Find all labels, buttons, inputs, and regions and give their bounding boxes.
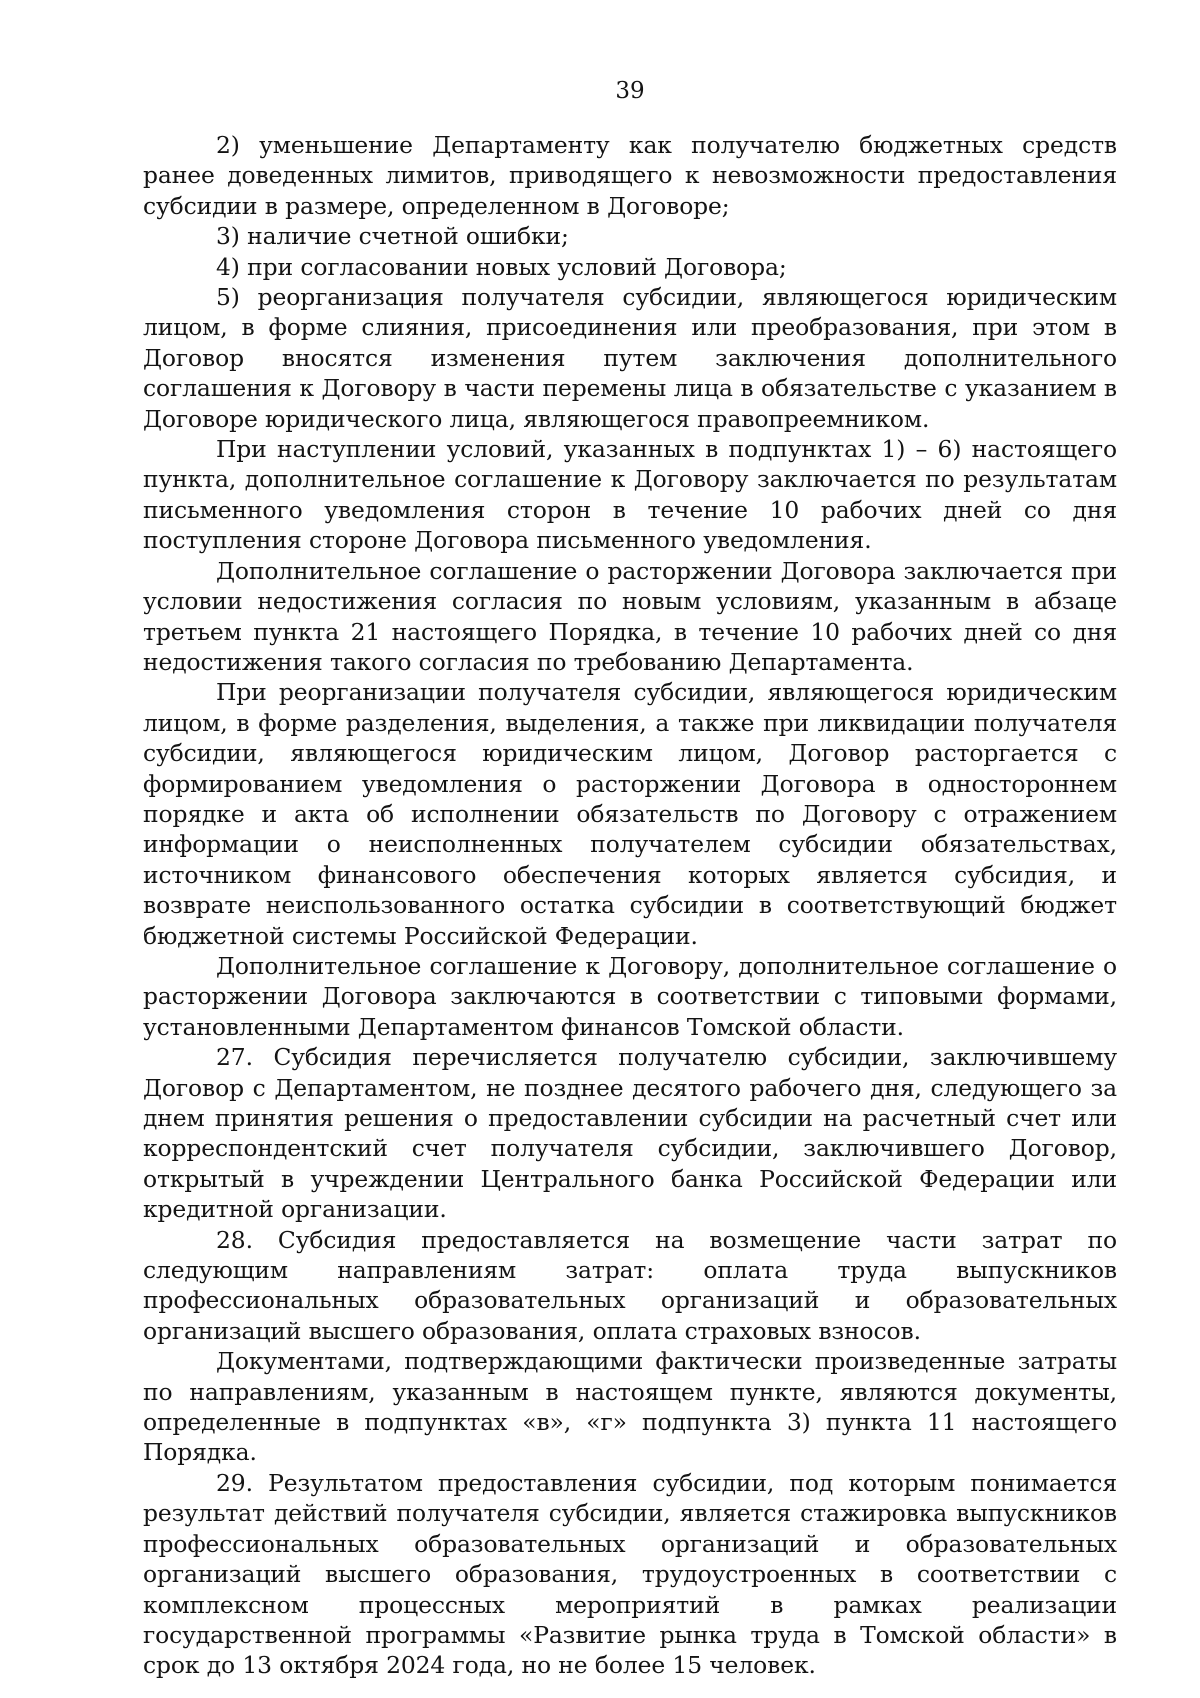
paragraph-subitem-4: 4) при согласовании новых условий Договора; bbox=[216, 252, 787, 281]
paragraph-subitem-5: 5) реорганизация получателя субсидии, являющегося юридическим лицом, в форме слияния, присоединения или преобразования, при этом в Договор вносятся изменения путем заключения дополнительного соглашения к Договору в части перемены лица в обязательстве с указанием в Договоре юридического лица, являющегося правопреемником. bbox=[143, 283, 1117, 433]
paragraph-item-27: 27. Субсидия перечисляется получателю субсидии, заключившему Договор с Департаментом, не позднее десятого рабочего дня, следующего за днем принятия решения о предоставлении субсидии на расчетный счет или корреспондентский счет получателя субсидии, заключившего Договор, открытый в учреждении Центрального банка Российской Федерации или кредитной организации. bbox=[143, 1043, 1117, 1224]
paragraph-typical-forms: Дополнительное соглашение к Договору, дополнительное соглашение о расторжении Договора заключаются в соответствии с типовыми формами, установленными Департаментом финансов Томской области. bbox=[143, 951, 1117, 1041]
page-number: 39 bbox=[615, 78, 645, 104]
paragraph-subitem-2: 2) уменьшение Департаменту как получателю бюджетных средств ранее доведенных лимитов, приводящего к невозможности предоставления субсидии в размере, определенном в Договоре; bbox=[143, 131, 1117, 220]
paragraph-documents: Документами, подтверждающими фактически произведенные затраты по направлениям, указанным в настоящем пункте, являются документы, определенные в подпунктах «в», «г» подпункта 3) пункта 11 настоящего Порядка. bbox=[143, 1347, 1117, 1467]
paragraph-item-28: 28. Субсидия предоставляется на возмещение части затрат по следующим направлениям затрат: оплата труда выпускников профессиональных образовательных организаций и образовательных организаций высшего образования, оплата страховых взносов. bbox=[143, 1225, 1117, 1345]
paragraph-reorganization: При реорганизации получателя субсидии, являющегося юридическим лицом, в форме разделения, выделения, а также при ликвидации получателя субсидии, являющегося юридическим лицом, Договор расторгается с формированием уведомления о расторжении Договора в одностороннем порядке и акта об исполнении обязательств по Договору с отражением информации о неисполненных получателем субсидии обязательствах, источником финансового обеспечения которых является субсидия, и возврате неиспользованного остатка субсидии в соответствующий бюджет бюджетной системы Российской Федерации. bbox=[143, 678, 1117, 950]
document-body bbox=[143, 130, 1117, 1681]
paragraph-conditions: При наступлении условий, указанных в подпунктах 1) – 6) настоящего пункта, дополнительное соглашение к Договору заключается по результатам письменного уведомления сторон в течение 10 рабочих дней со дня поступления стороне Договора письменного уведомления. bbox=[143, 435, 1117, 555]
paragraph-item-29: 29. Результатом предоставления субсидии, под которым понимается результат действий получателя субсидии, является стажировка выпускников профессиональных образовательных организаций и образовательных организаций высшего образования, трудоустроенных в соответствии с комплексном процессных мероприятий в рамках реализации государственной программы «Развитие рынка труда в Томской области» в срок до 13 октября 2024 года, но не более 15 человек. bbox=[143, 1468, 1117, 1680]
paragraph-termination-agreement: Дополнительное соглашение о расторжении Договора заключается при условии недостижения согласия по новым условиям, указанным в абзаце третьем пункта 21 настоящего Порядка, в течение 10 рабочих дней со дня недостижения такого согласия по требованию Департамента. bbox=[143, 556, 1117, 676]
paragraph-subitem-3: 3) наличие счетной ошибки; bbox=[216, 222, 569, 251]
